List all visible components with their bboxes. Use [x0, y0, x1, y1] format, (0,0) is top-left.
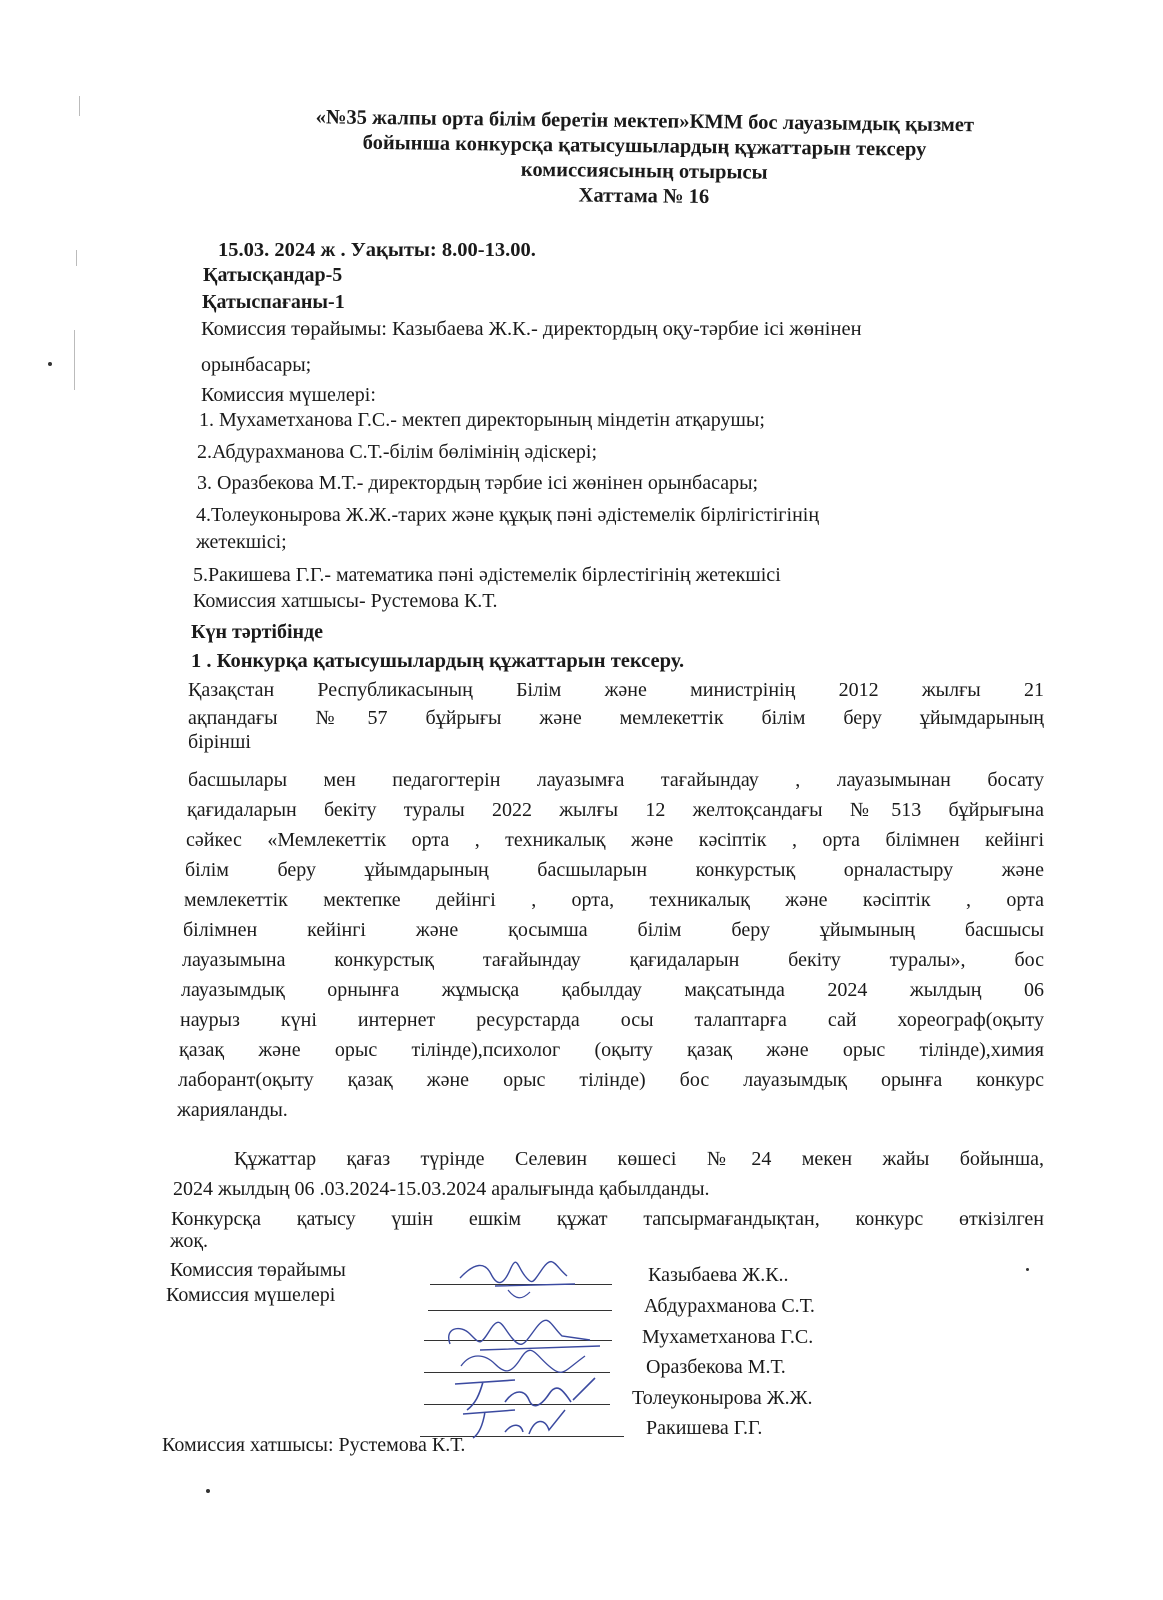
- sig-name: Мухаметханова Г.С.: [642, 1326, 814, 1348]
- body-line: жарияланды.: [177, 1099, 288, 1121]
- sig-name: Толеуконырова Ж.Ж.: [632, 1387, 813, 1409]
- scan-edge-mark: [76, 250, 77, 266]
- body-line: білімнен кейінгі және қосымша білім беру ұйымының басшысы: [183, 919, 1044, 941]
- signature-line: [428, 1310, 612, 1311]
- body-line: бірінші: [188, 731, 251, 753]
- commission-member: 1. Мухаметханова Г.С.- мектеп директорының міндетін атқарушы;: [199, 409, 765, 431]
- commission-chair: Комиссия төрайымы: Казыбаева Ж.К.- директордың оқу-тәрбие ісі жөнінен: [201, 318, 862, 340]
- sig-chair-label: Комиссия төрайымы: [170, 1259, 346, 1281]
- sig-name: Ракишева Г.Г.: [646, 1417, 763, 1439]
- meeting-date-time: 15.03. 2024 ж . Уақыты: 8.00-13.00.: [218, 239, 536, 261]
- commission-member: 4.Толеуконырова Ж.Ж.-тарих және құқық пәні әдістемелік бірлігістігінің: [196, 504, 820, 526]
- handwritten-signature: [500, 1286, 540, 1306]
- sig-secretary: Комиссия хатшысы: Рустемова К.Т.: [162, 1434, 466, 1456]
- body-line: сәйкес «Мемлекеттік орта , техникалық және кәсіптік , орта білімнен кейінгі: [186, 829, 1044, 851]
- body-line: лаборант(оқыту қазақ және орыс тілінде) бос лауазымдық орынға конкурс: [178, 1069, 1044, 1091]
- body-line: лауазымдық орнынға жұмысқа қабылдау мақсатында 2024 жылдың 06: [181, 979, 1044, 1001]
- scan-edge-mark: [79, 96, 80, 116]
- body-line: қағидаларын бекіту туралы 2022 жылғы 12 желтоқсандағы №513 бұйрығына: [187, 799, 1044, 821]
- commission-member: 3. Оразбекова М.Т.- директордың тәрбие ісі жөнінен орынбасары;: [197, 472, 759, 494]
- scan-speck: [1026, 1268, 1029, 1271]
- body-line: 2024 жылдың 06 .03.2024-15.03.2024 аралығында қабылданды.: [173, 1178, 710, 1200]
- handwritten-signature: [455, 1404, 575, 1444]
- commission-members-heading: Комиссия мүшелері:: [201, 384, 376, 406]
- agenda-heading: Күн тәртібінде: [191, 621, 324, 643]
- body-line: білім беру ұйымдарының басшыларын конкурстық орналастыру және: [185, 859, 1044, 881]
- body-line: қазақ және орыс тілінде),психолог (оқыту қазақ және орыс тілінде),химия: [179, 1039, 1044, 1061]
- scan-speck: [206, 1489, 210, 1493]
- title-line: «№35 жалпы орта білім беретін мектеп»КММ бос лауазымдық қызмет: [315, 106, 975, 137]
- sig-name: Оразбекова М.Т.: [646, 1356, 786, 1378]
- body-line: Конкурсқа қатысу үшін ешкім құжат тапсырмағандықтан, конкурс өткізілген: [171, 1208, 1044, 1230]
- body-line: ақпандағы №57 бұйрығы және мемлекеттік білім беру ұйымдарының: [188, 707, 1044, 729]
- body-line: лауазымына конкурстық тағайындау қағидаларын бекіту туралы», бос: [182, 949, 1044, 971]
- commission-member: 2.Абдурахманова С.Т.-білім бөлімінің әдіскері;: [197, 441, 598, 463]
- document-title: [214, 104, 1075, 214]
- protocol-number: Хаттама № 16: [578, 184, 710, 209]
- body-line: Қазақстан Республикасының Білім және министрінің 2012 жылғы 21: [188, 679, 1044, 701]
- scan-edge-mark: [74, 330, 75, 390]
- commission-member: 5.Ракишева Г.Г.- математика пәні әдістемелік бірлестігінің жетекшісі: [193, 564, 781, 586]
- body-line: басшылары мен педагогтерін лауазымға тағайындау , лауазымынан босату: [188, 769, 1044, 791]
- scan-speck: [48, 362, 52, 366]
- body-line: Құжаттар қағаз түрінде Селевин көшесі №24 мекен жайы бойынша,: [234, 1148, 1044, 1170]
- body-line: мемлекеттік мектепке дейінгі , орта, техникалық және кәсіптік , орта: [184, 889, 1044, 911]
- sig-members-label: Комиссия мүшелері: [166, 1284, 336, 1306]
- body-line: наурыз күні интернет ресурстарда осы талаптарға сай хореограф(оқыту: [180, 1009, 1044, 1031]
- commission-member: жетекшісі;: [196, 531, 287, 553]
- title-line: комиссиясының отырысы: [520, 158, 768, 184]
- sig-name: Абдурахманова С.Т.: [644, 1295, 815, 1317]
- agenda-item: 1 . Конкурқа қатысушылардың құжаттарын тексеру.: [191, 650, 685, 672]
- commission-chair-cont: орынбасары;: [201, 354, 312, 376]
- present-count: Қатысқандар-5: [203, 264, 343, 286]
- absent-count: Қатыспағаны-1: [202, 291, 345, 313]
- body-line: жоқ.: [170, 1230, 209, 1252]
- sig-name: Казыбаева Ж.К..: [648, 1264, 789, 1286]
- commission-secretary: Комиссия хатшысы- Рустемова К.Т.: [193, 590, 498, 612]
- title-line: бойынша конкурсқа қатысушылардың құжаттарын тексеру: [362, 131, 927, 161]
